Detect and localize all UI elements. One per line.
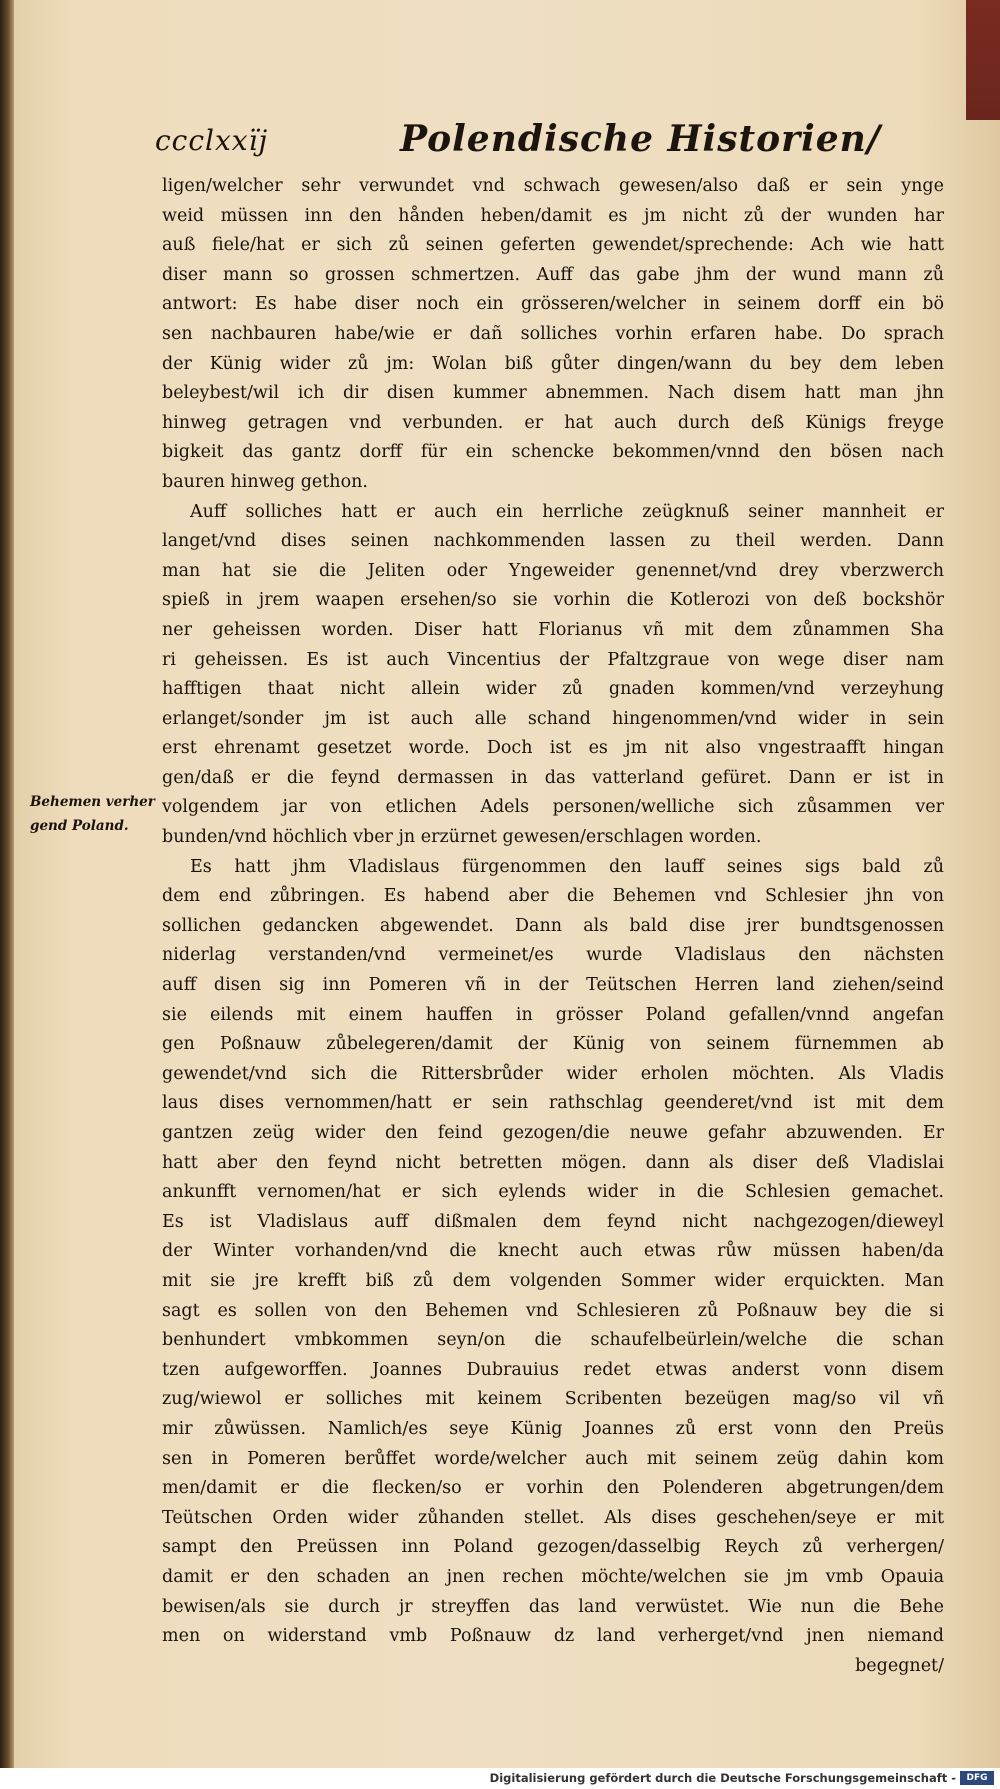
text-line: Teütschen Orden wider zůhanden stellet. Als dises geschehen/seye er mit: [162, 1507, 944, 1528]
text-line: ner geheissen worden. Diser hatt Florianus vñ mit dem zůnammen Sha: [162, 619, 944, 640]
text-line: sollichen gedancken abgewendet. Dann als bald dise jrer bundtsgenossen: [162, 915, 944, 936]
marginal-note-line: gend Poland.: [30, 818, 129, 834]
text-line: niderlag verstanden/vnd vermeinet/es wurde Vladislaus den nächsten: [162, 945, 944, 966]
text-line: ligen/welcher sehr verwundet vnd schwach gewesen/also daß er sein ynge: [162, 176, 944, 196]
text-line: dem end zůbringen. Es habend aber die Behemen vnd Schlesier jhn von: [162, 886, 944, 907]
text-line: auff disen sig inn Pomeren vñ in der Teütschen Herren land ziehen/seind: [162, 975, 944, 996]
text-line: hinweg getragen vnd verbunden. er hat auch durch deß Künigs freyge: [162, 412, 944, 433]
text-line: begegnet/: [855, 1655, 944, 1676]
text-line: tzen aufgeworffen. Joannes Dubrauius redet etwas anderst vonn disem: [162, 1359, 944, 1380]
text-line: mit sie jre krefft biß zů dem volgenden Sommer wider erquickten. Man: [162, 1270, 944, 1291]
text-line: mir zůwüssen. Namlich/es seye Künig Joannes zů erst vonn den Preüs: [162, 1418, 944, 1439]
text-line: gen/daß er die feynd dermassen in das vatterland gefüret. Dann er ist in: [162, 767, 944, 788]
text-line: Auff solliches hatt er auch ein herrliche zeügknuß seiner mannheit er: [190, 501, 944, 522]
text-line: der Künig wider zů jm: Wolan biß gůter dingen/wann du bey dem leben: [162, 353, 944, 374]
body-text: [162, 172, 944, 1681]
text-line: damit er den schaden an jnen rechen möchte/welchen sie jm vmb Opauia: [162, 1566, 944, 1587]
text-line: Es ist Vladislaus auff dißmalen dem feynd nicht nachgezogen/dieweyl: [162, 1211, 944, 1232]
text-line: sagt es sollen von den Behemen vnd Schlesieren zů Poßnauw bey die si: [162, 1300, 944, 1321]
text-line: beleybest/wil ich dir disen kummer abnemmen. Nach disem hatt man jhn: [162, 383, 944, 404]
page-header: [155, 118, 915, 168]
text-line: spieß in jrem waapen ersehen/so sie vorhin die Kotlerozi von deß bockshör: [162, 590, 944, 611]
text-line: laus dises vernommen/hatt er sein rathschlag geenderet/vnd ist mit dem: [162, 1093, 944, 1114]
text-line: bigkeit das gantz dorff für ein schencke bekommen/vnnd den bösen nach: [162, 442, 944, 463]
text-line: der Winter vorhanden/vnd die knecht auch etwas růw müssen haben/da: [162, 1241, 944, 1262]
text-line: gen Poßnauw zůbelegeren/damit der Künig von seinem fürnemmen ab: [162, 1034, 944, 1055]
book-binding-edge: [0, 0, 14, 1768]
text-line: benhundert vmbkommen seyn/on die schaufelbeürlein/welche die schan: [162, 1330, 944, 1351]
dfg-logo: DFG: [960, 1771, 994, 1785]
text-line: hatt aber den feynd nicht betretten mögen. dann als diser deß Vladislai: [162, 1152, 944, 1173]
digitization-credit: Digitalisierung gefördert durch die Deutsche Forschungsgemeinschaft -: [489, 1771, 956, 1785]
text-line: men/damit er die flecken/so er vorhin den Polenderen abgetrungen/dem: [162, 1478, 944, 1499]
text-line: sen nachbauren habe/wie er dañ solliches vorhin erfaren habe. Do sprach: [162, 323, 944, 344]
text-line: bunden/vnd höchlich vber jn erzürnet gewesen/erschlagen worden.: [162, 827, 762, 848]
text-line: bewisen/als sie durch jr streyffen das land verwüstet. Wie nun die Behe: [162, 1596, 944, 1617]
marginal-note-line: Behemen verher: [30, 794, 155, 810]
text-line: ankunfft vernomen/hat er sich eylends wider in die Schlesien gemachet.: [162, 1182, 944, 1203]
text-line: man hat sie die Jeliten oder Yngeweider genennet/vnd drey vberzwerch: [162, 560, 944, 581]
text-line: volgendem jar von etlichen Adels personen/welliche sich zůsammen ver: [162, 797, 944, 818]
running-title: Polendische Historien/: [400, 118, 881, 160]
text-line: Es hatt jhm Vladislaus fürgenommen den lauff seines sigs bald zů: [190, 856, 944, 877]
text-line: zug/wiewol er solliches mit keinem Scribenten bezeügen mag/so vil vñ: [162, 1389, 944, 1410]
text-line: erst ehrenamt gesetzet worde. Doch ist es jm nit also vngestraafft hingan: [162, 738, 944, 759]
text-line: hafftigen thaat nicht allein wider zů gnaden kommen/vnd verzeyhung: [162, 679, 944, 700]
text-line: erlanget/sonder jm ist auch alle schand hingenommen/vnd wider in sein: [162, 708, 944, 729]
marginal-note: [30, 790, 158, 838]
text-line: diser mann so grossen schmertzen. Auff das gabe jhm der wund mann zů: [162, 264, 944, 285]
text-line: langet/vnd dises seinen nachkommenden lassen zu theil werden. Dann: [162, 531, 944, 552]
folio-number: ccclххїj: [155, 124, 269, 157]
text-line: auß fiele/hat er sich zů seinen geferten gewendet/sprechende: Ach wie hatt: [162, 235, 944, 256]
text-line: sen in Pomeren berůffet worde/welcher auch mit seinem zeüg dahin kom: [162, 1448, 944, 1469]
text-line: gewendet/vnd sich die Rittersbrůder wider erholen möchten. Als Vladis: [162, 1063, 944, 1084]
text-line: bauren hinweg gethon.: [162, 471, 368, 492]
text-line: antwort: Es habe diser noch ein grösseren/welcher in seinem dorff ein bö: [162, 294, 944, 315]
text-line: sampt den Preüssen inn Poland gezogen/dasselbig Reych zů verhergen/: [162, 1537, 944, 1558]
text-line: men on widerstand vmb Poßnauw dz land verherget/vnd jnen niemand: [162, 1626, 944, 1647]
text-line: sie eilends mit einem hauffen in grösser Poland gefallen/vnnd angefan: [162, 1004, 944, 1025]
color-reference-strip: [966, 0, 1000, 120]
text-line: gantzen zeüg wider den feind gezogen/die neuwe gefahr abzuwenden. Er: [162, 1123, 944, 1143]
text-line: ri geheissen. Es ist auch Vincentius der Pfaltzgraue von wege diser nam: [162, 649, 944, 670]
text-line: weid müssen inn den hånden heben/damit es jm nicht zů der wunden har: [162, 205, 944, 226]
